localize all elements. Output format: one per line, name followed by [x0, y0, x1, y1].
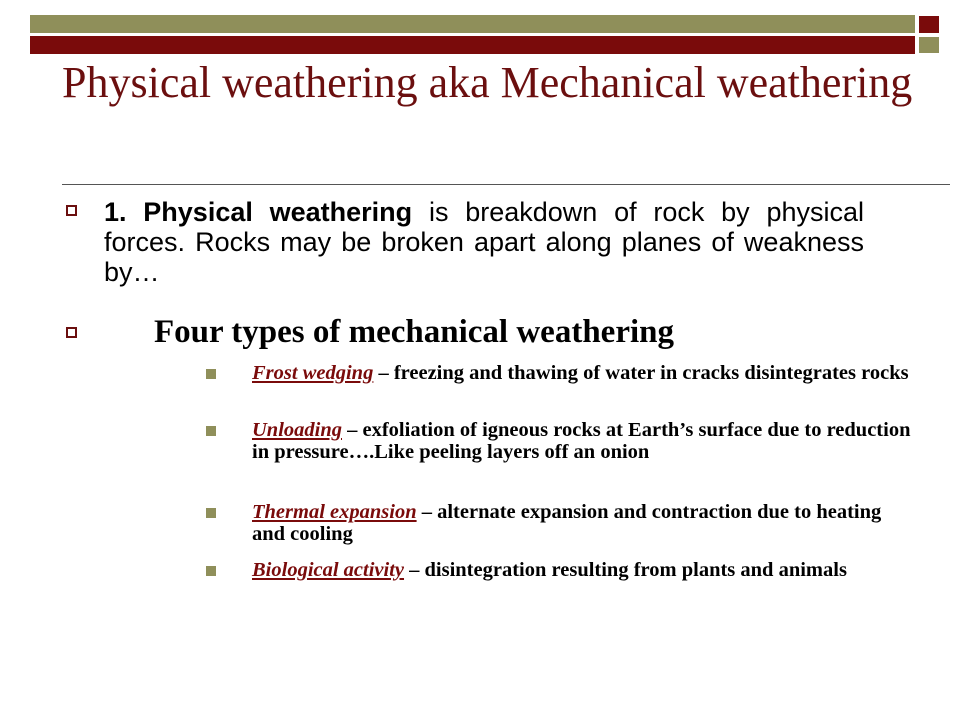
- filled-square-bullet-icon: [206, 508, 216, 518]
- filled-square-bullet-icon: [206, 566, 216, 576]
- type-item: [252, 362, 912, 384]
- corner-olive-square: [918, 36, 940, 54]
- type-term: Thermal expansion: [252, 501, 417, 523]
- type-term: Biological activity: [252, 559, 405, 581]
- types-heading: Four types of mechanical weathering: [154, 314, 674, 350]
- decorative-top-bar: [0, 0, 960, 58]
- type-item: [252, 419, 912, 463]
- type-term: Unloading: [252, 419, 342, 441]
- type-item: [252, 501, 912, 545]
- point-body: is breakdown of rock by physical forces. Rocks may be broken apart along planes of weakness by…: [104, 197, 864, 287]
- square-bullet-icon: [66, 327, 77, 338]
- filled-square-bullet-icon: [206, 426, 216, 436]
- title-divider: [62, 184, 950, 185]
- olive-stripe: [30, 15, 915, 33]
- type-description: – freezing and thawing of water in cracks disintegrates rocks: [373, 362, 909, 384]
- point-bold-lead: 1. Physical weathering: [104, 197, 413, 227]
- type-description: – exfoliation of igneous rocks at Earth’s surface due to reduction in pressure….Like peeling layers off an onion: [252, 419, 911, 463]
- type-description: – disintegration resulting from plants and animals: [404, 559, 847, 581]
- corner-maroon-square: [918, 15, 940, 34]
- square-bullet-icon: [66, 205, 77, 216]
- point-physical-weathering: [104, 197, 864, 287]
- slide-title: Physical weathering aka Mechanical weathering: [62, 58, 913, 107]
- type-term: Frost wedging: [252, 362, 374, 384]
- type-item: [252, 559, 912, 581]
- filled-square-bullet-icon: [206, 369, 216, 379]
- type-description: – alternate expansion and contraction due to heating and cooling: [252, 501, 882, 545]
- maroon-stripe: [30, 36, 915, 54]
